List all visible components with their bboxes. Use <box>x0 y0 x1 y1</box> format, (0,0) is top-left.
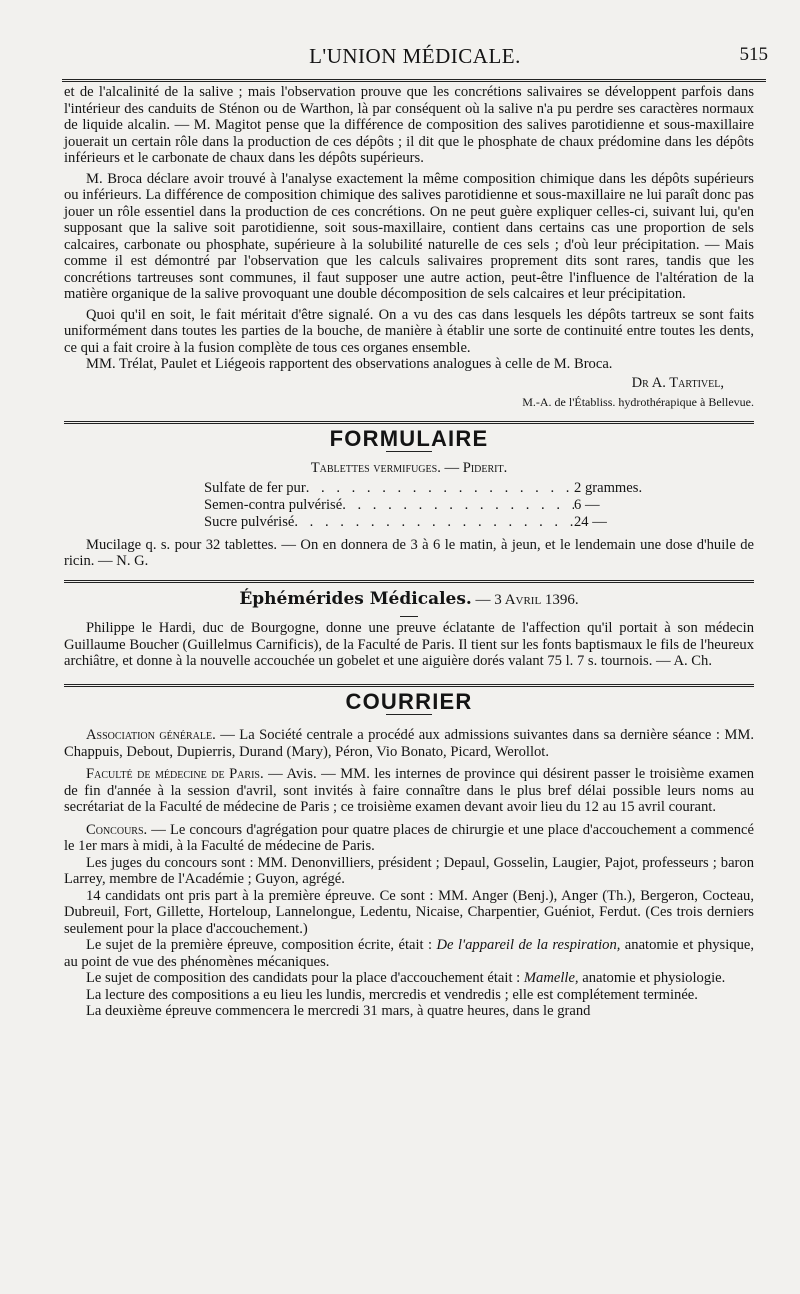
signature-name: Dr A. Tartivel, <box>631 374 724 391</box>
heading-underline <box>386 714 432 715</box>
page-number: 515 <box>739 44 768 65</box>
formulaire-heading: FORMULAIRE <box>329 425 489 451</box>
courrier-item <box>64 822 754 855</box>
leader-dots <box>342 497 574 514</box>
ingredient-quantity: 6 — <box>574 496 600 513</box>
courrier-item-text: — Le concours d'agrégation pour quatre places de chirurgie et une place d'accouchement a commencé le 1er mars à midi, à la Faculté de médecine de Paris. <box>64 821 754 854</box>
recipe-title: Tablettes vermifuges. — Piderit. <box>310 460 508 476</box>
heading-underline <box>386 451 432 452</box>
subject-text: anatomie et physique, au point de vue des phénomènes mécaniques. <box>64 937 755 970</box>
ephemerides-date: — 3 Avril 1396. <box>475 591 579 608</box>
courrier-paragraph: 14 candidats ont pris part à la première épreuve. Ce sont : MM. Anger (Benj.), Anger (Th.), Bergeron, Cocteau, Dubreuil, Fort, Gillette, Horteloup, Lannelongue, Ledentu, Nicaise, Charpentier, Guéniot, Ferdut. (Ces trois derniers seulement pour la place d'accouchement.) <box>64 887 754 937</box>
courrier-paragraph <box>64 937 754 970</box>
ingredient-line <box>64 480 674 497</box>
courrier-item-text: — Avis. — MM. les internes de province qui désirent passer le troisième examen de fin d'année à la session d'avril, sont invités à faire connaître dans le plus bref délai possible leurs noms au secrétariat de la Faculté de médecine de Paris ; ce troisième examen devant avoir lieu du 12 au 15 avril courant. <box>64 766 754 815</box>
article-paragraph: MM. Trélat, Paulet et Liégeois rapportent des observations analogues à celle de M. Broca. <box>86 356 613 372</box>
subject-text: anatomie et physiologie. <box>578 970 726 986</box>
subject-title: De l'appareil de la respiration, <box>436 937 621 953</box>
page-content <box>64 84 754 1020</box>
subject-text: Le sujet de composition des candidats pour la place d'accouchement était : <box>86 970 524 986</box>
courrier-item <box>64 766 754 816</box>
courrier-paragraph <box>64 970 754 987</box>
ephemerides-text: Philippe le Hardi, duc de Bourgogne, donne une preuve éclatante de l'affection qu'il portait à son médecin Guillaume Boucher (Guillelmus Carnificis), de la Faculté de Paris. Il tient sur les fonts baptismaux le fils de l'heureux archiâtre, et donne à la nouvelle accouchée un gobelet et une aiguière dorés valant 75 l. 7 s. tournois. — A. Ch. <box>64 620 754 669</box>
courrier-item <box>64 727 754 760</box>
ingredient-quantity: 24 — <box>574 513 607 530</box>
courrier-item-lead: Faculté de médecine de Paris. <box>86 766 264 782</box>
heading-dash <box>64 608 754 618</box>
courrier-item-text: — La Société centrale a procédé aux admissions suivantes dans sa dernière séance : MM. Chappuis, Debout, Dupierris, Durand (Mary), Péron, Vio Bonato, Picard, Werollot. <box>64 727 754 760</box>
header-rule <box>62 79 766 82</box>
running-head <box>60 40 770 74</box>
ephemerides-heading <box>64 588 754 609</box>
ingredient-line <box>64 514 674 531</box>
ingredient-name: Sucre pulvérisé <box>204 513 295 530</box>
article-paragraph: M. Broca déclare avoir trouvé à l'analyse exactement la même composition chimique dans les dépôts supérieurs ou inférieurs. La différence de composition chimique des salives parotidienne et sous-maxillaire ne lui paraît donc pas jouer un rôle essentiel dans la production de ces concrétions. On ne peut guère expliquer celles-ci, suivant lui, qu'en supposant que la salive soit parotidienne, soit sous-maxillaire, contient dans certains cas une proportion de sels calcaires, carbonate ou phosphate, supérieure à la solubilité naturelle de ces sels ; d'où leur précipitation. — Mais comme il est démontré par l'observation que les calculs salivaires proprement dits sont rares, tandis que les concrétions tartreuses sont communes, il faut supposer une autre action, peut-être l'influence de l'altération de la matière organique de la salive provoquant une double décomposition de sels calcaires et leur précipitation. <box>64 170 754 302</box>
courrier-paragraph: Les juges du concours sont : MM. Denonvilliers, président ; Depaul, Gosselin, Laugier, Pajot, professeurs ; baron Larrey, membre de l'Académie ; Guyon, agrégé. <box>64 854 754 887</box>
leader-dots <box>306 480 574 497</box>
article-paragraph: et de l'alcalinité de la salive ; mais l'observation prouve que les concrétions salivaires se développent parfois dans l'intérieur des canduits de Sténon ou de Warthon, là par conséquent où la salive n'a pu perdre ses caractères normaux de liquide alcalin. — M. Magitot pense que la différence de composition des salives parotidienne et sous-maxillaire jouerait un certain rôle dans la production de ces dépôts ; il dit que le phosphate de chaux prédomine dans les dépôts inférieurs et le carbonate de chaux dans les dépôts supérieurs. <box>64 84 754 166</box>
ingredient-name: Semen-contra pulvérisé <box>204 496 343 513</box>
subject-title: Mamelle, <box>523 970 579 986</box>
courrier-item-lead: Concours. <box>86 821 148 838</box>
article-paragraph: Quoi qu'il en soit, le fait méritait d'être signalé. On a vu des cas dans lesquels les dépôts tartreux se sont faits uniformément dans toutes les parties de la bouche, de manière à établir une sorte de continuité entre toutes les dents, ce qui a fait croire à la fusion complète de tous ces organes ensemble. <box>64 306 754 356</box>
section-divider <box>64 580 754 583</box>
courrier-item-lead: Association générale. <box>86 727 216 743</box>
subject-text: Le sujet de la première épreuve, composition écrite, était : <box>86 937 437 953</box>
journal-title: L'UNION MÉDICALE. <box>309 44 521 68</box>
courrier-paragraph: La deuxième épreuve commencera le mercredi 31 mars, à quatre heures, dans le grand <box>86 1003 591 1019</box>
ephemerides-title: Éphémérides Médicales. <box>239 588 472 609</box>
courrier-paragraph: La lecture des compositions a eu lieu les lundis, mercredis et vendredis ; elle est complétement terminée. <box>86 986 698 1003</box>
ingredient-line <box>64 497 674 514</box>
ingredient-name: Sulfate de fer pur <box>204 479 306 496</box>
signature-affiliation: M.-A. de l'Établiss. hydrothérapique à Bellevue. <box>522 395 754 409</box>
ingredient-quantity: 2 grammes. <box>574 479 643 496</box>
section-divider <box>64 684 754 687</box>
courrier-heading: COURRIER <box>345 688 473 714</box>
recipe-instructions: Mucilage q. s. pour 32 tablettes. — On en donnera de 3 à 6 le matin, à jeun, et le lendemain une dose d'huile de ricin. — N. G. <box>64 536 754 569</box>
section-divider <box>64 421 754 424</box>
leader-dots <box>294 514 574 531</box>
